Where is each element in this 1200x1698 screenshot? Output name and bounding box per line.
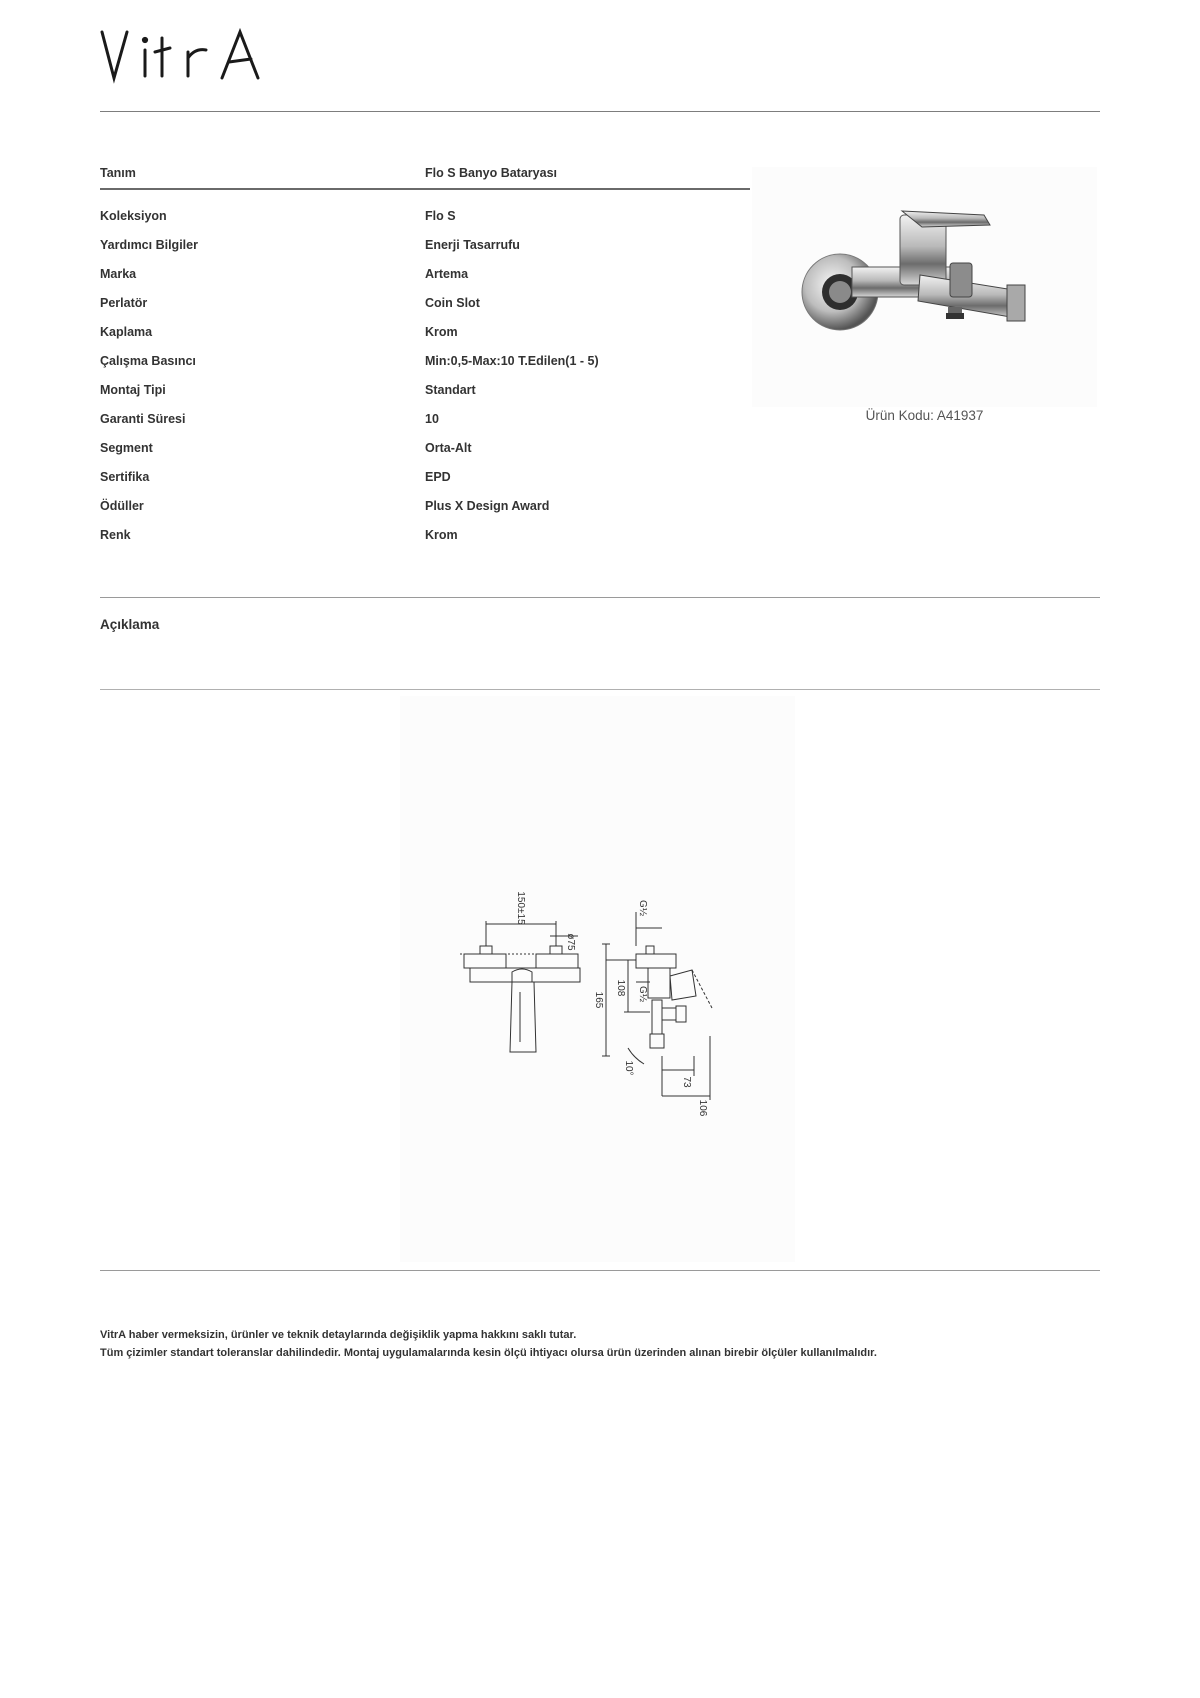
spec-value: Plus X Design Award	[425, 498, 550, 513]
dim-10: 10°	[623, 1060, 634, 1076]
spec-label: Garanti Süresi	[100, 411, 186, 426]
spec-label: Segment	[100, 440, 153, 455]
dim-150: 150±15	[515, 891, 526, 925]
spec-label: Yardımcı Bilgiler	[100, 237, 198, 252]
spec-label: Ödüller	[100, 498, 144, 513]
spec-row	[100, 520, 750, 549]
spec-value: Krom	[425, 527, 458, 542]
technical-drawing	[400, 696, 795, 1262]
spec-value: EPD	[425, 469, 451, 484]
spec-value: Artema	[425, 266, 469, 281]
spec-label: Kaplama	[100, 324, 153, 339]
product-image	[752, 167, 1097, 407]
spec-value: Krom	[425, 324, 458, 339]
footer-line-1: VitrA haber vermeksizin, ürünler ve teknik detaylarında değişiklik yapma hakkını saklı tutar.	[100, 1329, 577, 1341]
dim-106: 106	[697, 1099, 708, 1117]
spec-header-row	[100, 166, 750, 190]
dim-75: ø75	[565, 933, 576, 951]
spec-row	[100, 201, 750, 230]
spec-value: Standart	[425, 382, 476, 397]
spec-row	[100, 317, 750, 346]
spec-value: 10	[425, 411, 439, 426]
footer-disclaimer	[100, 1326, 1100, 1362]
spec-row	[100, 259, 750, 288]
dim-g1: G½	[637, 899, 648, 917]
spec-label: Koleksiyon	[100, 208, 167, 223]
spec-row	[100, 230, 750, 259]
spec-label: Marka	[100, 266, 137, 281]
footer-divider	[100, 1270, 1100, 1271]
section-divider	[100, 689, 1100, 690]
dim-108: 108	[615, 979, 626, 997]
product-code: Ürün Kodu: A41937	[865, 408, 984, 423]
spec-row	[100, 491, 750, 520]
spec-value: Enerji Tasarrufu	[425, 237, 520, 252]
dim-g2: G½	[637, 985, 648, 1003]
spec-header-label: Tanım	[100, 166, 136, 180]
dim-73: 73	[681, 1076, 692, 1088]
spec-row	[100, 375, 750, 404]
footer-line-2: Tüm çizimler standart toleranslar dahilindedir. Montaj uygulamalarında kesin ölçü ihtiyacı olursa ürün üzerinden alınan birebir ölçüler kullanılmalıdır.	[100, 1347, 877, 1359]
dim-165: 165	[593, 991, 604, 1009]
spec-row	[100, 288, 750, 317]
spec-row	[100, 433, 750, 462]
spec-value: Orta-Alt	[425, 440, 472, 455]
spec-row	[100, 462, 750, 491]
brand-logo	[100, 26, 272, 86]
spec-label: Montaj Tipi	[100, 382, 166, 397]
top-divider	[100, 111, 1100, 112]
spec-row	[100, 346, 750, 375]
spec-value: Flo S	[425, 208, 456, 223]
product-name: Flo S Banyo Bataryası	[425, 166, 557, 180]
spec-value: Min:0,5-Max:10 T.Edilen(1 - 5)	[425, 353, 599, 368]
spec-label: Sertifika	[100, 469, 150, 484]
spec-value: Coin Slot	[425, 295, 480, 310]
spec-table	[100, 166, 750, 549]
section-divider	[100, 597, 1100, 598]
spec-label: Renk	[100, 527, 131, 542]
spec-label: Perlatör	[100, 295, 148, 310]
spec-row	[100, 404, 750, 433]
spec-label: Çalışma Basıncı	[100, 353, 196, 368]
description-label: Açıklama	[100, 617, 160, 632]
